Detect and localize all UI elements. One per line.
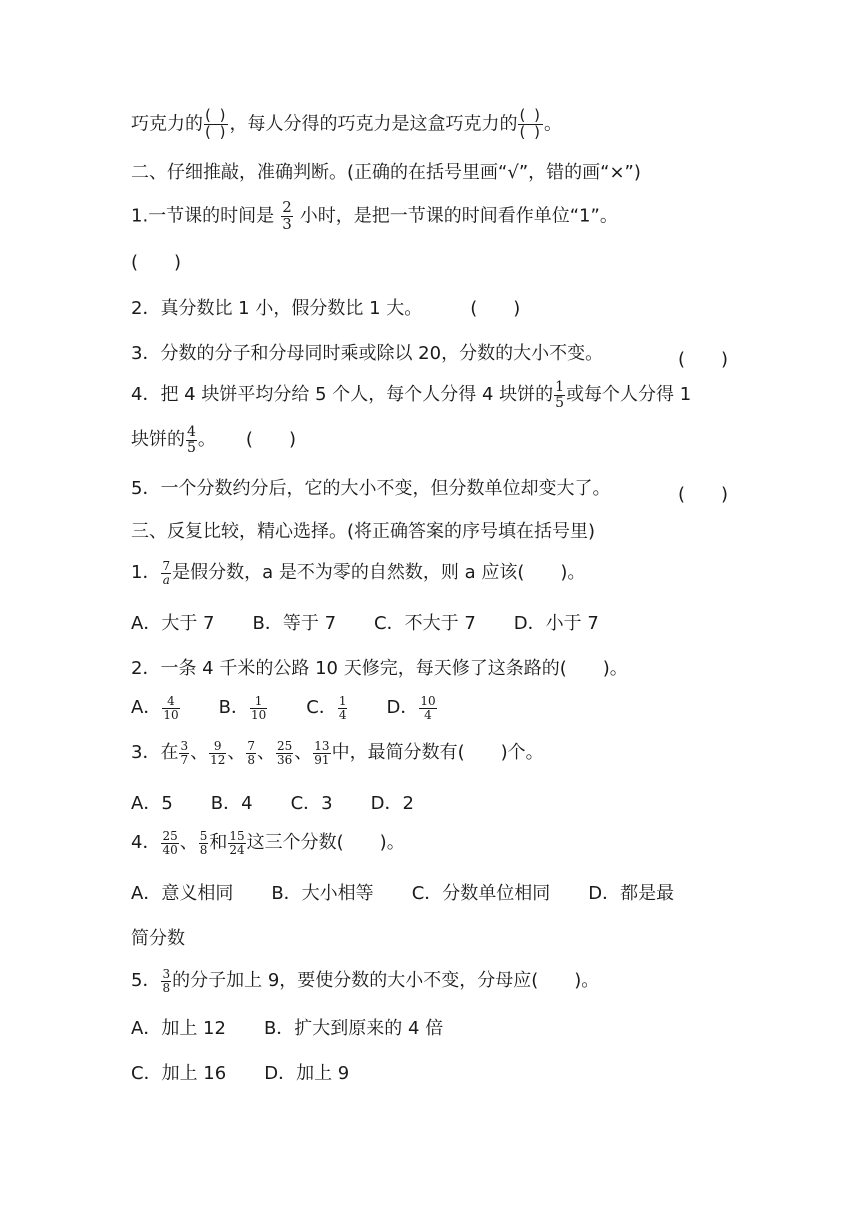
option-b[interactable]: B．4 [210,793,253,814]
s3-q4-options-wrap: 简分数 [131,928,185,949]
option-b[interactable]: B．等于 7 [252,613,337,634]
option-b[interactable]: B．扩大到原来的 4 倍 [263,1018,444,1039]
fraction-4-5: $\frac{4}{5}$ [187,424,196,456]
s2-question-3: 3．分数的分子和分母同时乘或除以 20，分数的大小不变。 [131,343,604,364]
option-a[interactable]: A． $\frac{4}{10}$ [131,694,179,722]
option-d[interactable]: D．2 [370,793,414,814]
s2-question-2: 2．真分数比 1 小，假分数比 1 大。 ( ) [131,298,521,319]
s3-q3-options [131,795,414,813]
s3-q5-options-row1 [131,1020,443,1038]
s3-q4-options [131,885,674,903]
intro-text-1: 巧克力的 [131,113,203,135]
option-c[interactable]: C．不大于 7 [374,613,476,634]
option-c[interactable]: C．分数单位相同 [411,883,551,904]
s3-question-1: 1． $\frac{7}{a}$ 是假分数，a 是不为零的自然数，则 a 应该( )。 [131,559,586,587]
s2-q2-answer-paren[interactable]: ( ) [470,298,521,319]
option-a[interactable]: A．意义相同 [131,883,234,904]
option-a[interactable]: A．5 [131,793,173,814]
s3-q5-options-row2 [131,1065,349,1083]
option-a[interactable]: A．加上 12 [131,1018,226,1039]
s3-question-2: 2．一条 4 千米的公路 10 天修完，每天修了这条路的( )。 [131,658,628,679]
s2-q3-answer-paren[interactable]: ( ) [678,349,729,370]
fraction-7-8: $\frac{7}{8}$ [247,739,256,767]
section2-heading: 二、仔细推敲，准确判断。(正确的在括号里画“√”，错的画“×”) [131,162,641,183]
fraction-25-40: $\frac{25}{40}$ [162,829,178,857]
section3-heading: 三、反复比较，精心选择。(将正确答案的序号填在括号里) [131,521,596,542]
fraction-2-3: $\frac{2}{3}$ [282,198,292,233]
option-d[interactable]: D．加上 9 [264,1063,350,1084]
fraction-25-36: $\frac{25}{36}$ [277,739,293,767]
fraction-7-a: $\frac{7}{a}$ [162,559,171,587]
fraction-3-8: $\frac{3}{8}$ [162,967,171,995]
s3-question-3: 3．在 $\frac{3}{7}$ 、 $\frac{9}{12}$ 、 $\frac{7}{8}$ 、 $\frac{25}{36}$ 、 $\frac{13}{91}$ 中，最简分数有( )个。 [131,739,544,767]
s2-question-5: 5．一个分数约分后，它的大小不变，但分数单位却变大了。 [131,478,611,499]
s2-question-4: 4．把 4 块饼平均分给 5 个人，每个人分得 4 块饼的 $\frac{1}{5}$ 或每个人分得 1 [131,379,692,411]
intro-line [131,108,562,141]
fraction-9-12: $\frac{9}{12}$ [210,739,226,767]
fraction-3-7: $\frac{3}{7}$ [180,739,189,767]
option-b[interactable]: B． $\frac{1}{10}$ [218,694,267,722]
option-b[interactable]: B．大小相等 [271,883,374,904]
fraction-13-91: $\frac{13}{91}$ [314,739,330,767]
option-c[interactable]: C．加上 16 [131,1063,227,1084]
option-c[interactable]: C． $\frac{1}{4}$ [306,694,347,722]
s2-question-1: 1.一节课的时间是 $\frac{2}{3}$ 小时，是把一节课的时间看作单位“1”。 [131,198,618,233]
s3-q2-options [131,695,438,721]
s3-question-5: 5． $\frac{3}{8}$ 的分子加上 9，要使分数的大小不变，分母应( )。 [131,967,600,995]
fraction-5-8: $\frac{5}{8}$ [199,829,208,857]
s2-question-4-cont: 块饼的 $\frac{4}{5}$ 。 ( ) [131,424,296,456]
s2-q4-answer-paren[interactable]: ( ) [245,429,296,451]
blank-fraction-2[interactable]: $\frac{( )}{( )}$ [519,106,542,141]
s2-q5-answer-paren[interactable]: ( ) [678,484,729,505]
fraction-15-24: $\frac{15}{24}$ [229,829,245,857]
fraction-1-5: $\frac{1}{5}$ [555,379,565,411]
option-a[interactable]: A．大于 7 [131,613,215,634]
option-c[interactable]: C．3 [290,793,333,814]
s3-question-4: 4． $\frac{25}{40}$ 、 $\frac{5}{8}$ 和 $\frac{15}{24}$ 这三个分数( )。 [131,829,405,857]
option-d[interactable]: D． $\frac{10}{4}$ [386,694,436,722]
s3-q1-options [131,615,599,633]
option-d[interactable]: D．都是最 [588,883,675,904]
s2-q1-answer-paren[interactable]: ( ) [131,252,182,273]
option-d[interactable]: D．小于 7 [513,613,599,634]
intro-text-3: 。 [543,113,562,135]
blank-fraction-1[interactable]: $\frac{( )}{( )}$ [205,106,228,141]
intro-text-2: ，每人分得的巧克力是这盒巧克力的 [229,113,518,135]
